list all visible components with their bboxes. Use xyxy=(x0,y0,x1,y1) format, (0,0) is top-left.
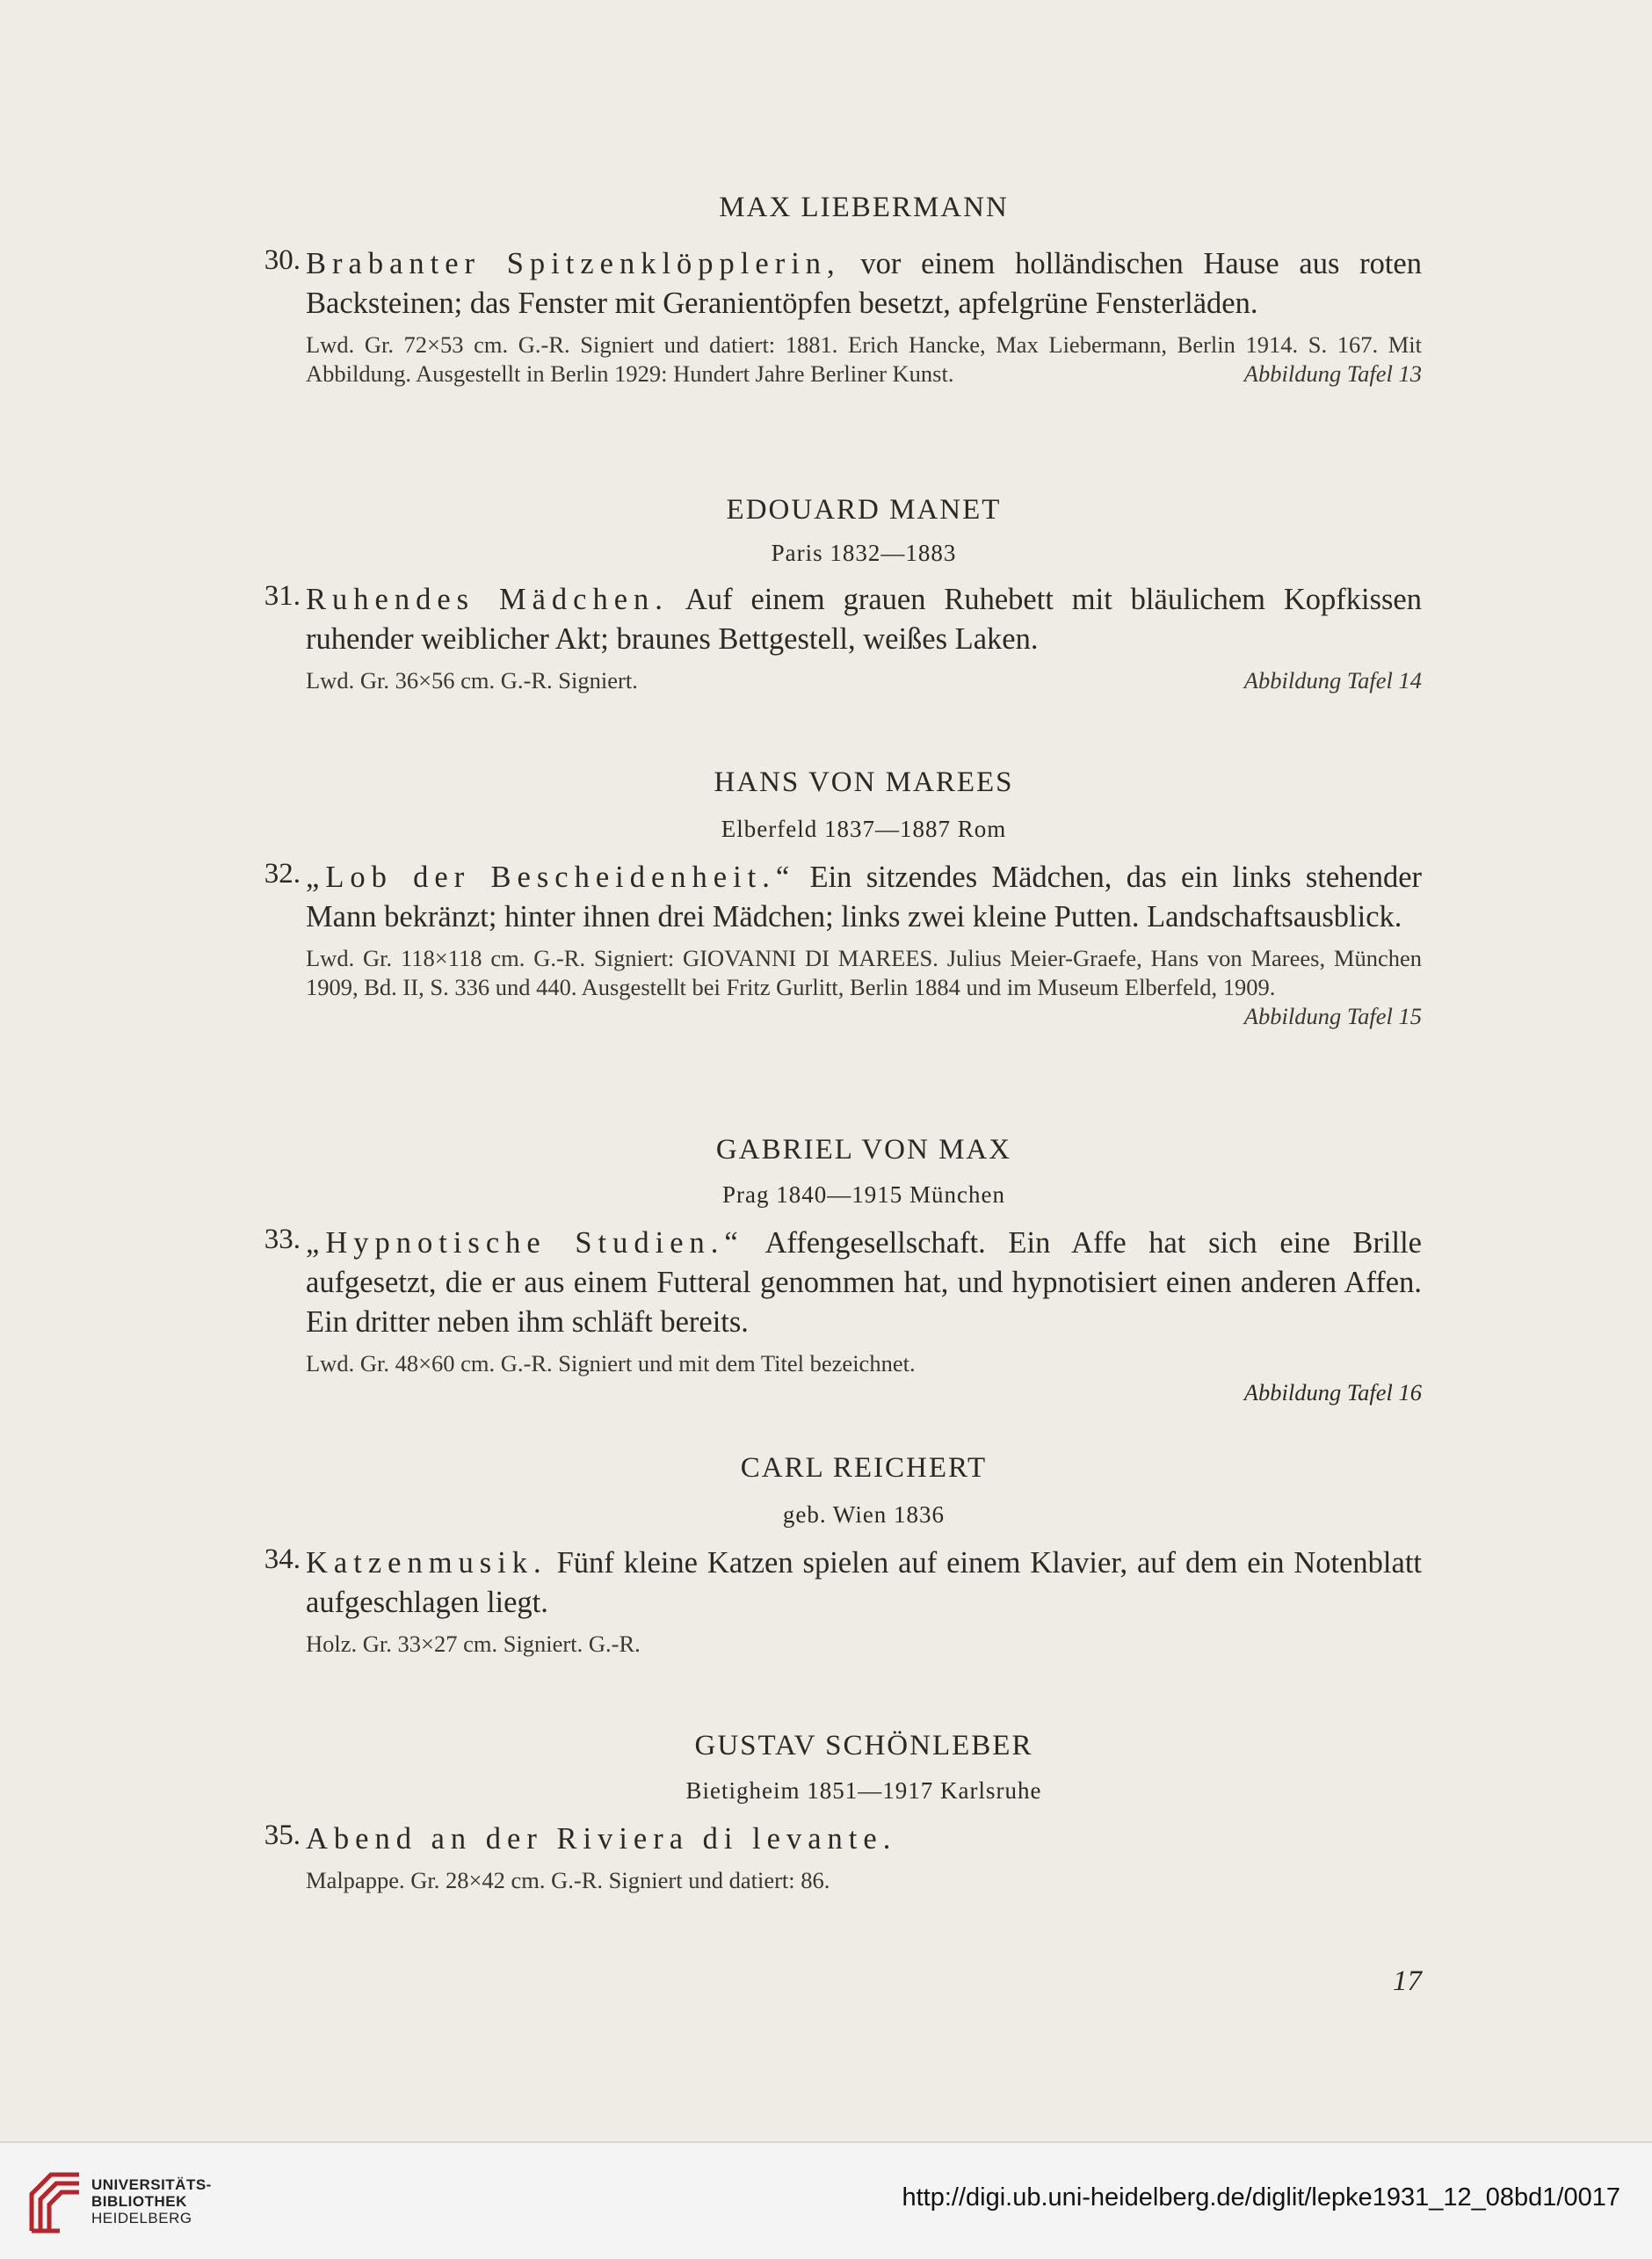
entry-description: vor einem holländischen Hause aus roten Backsteinen; das Fenster mit Geranientöpfen besetzt, apfelgrüne Fensterläden. xyxy=(306,247,1422,320)
entry-details-text: Lwd. Gr. 118×118 cm. G.-R. Signiert: GIOVANNI DI MAREES. Julius Meier-Graefe, Hans von Marees, München 1909, Bd. II, S. 336 und 440. Ausgestellt bei Fritz Gurlitt, Berlin 1884 und im Museum Elberfeld, 1909. xyxy=(306,945,1422,1000)
entry-details xyxy=(306,1630,1422,1659)
entry-text xyxy=(306,1224,1422,1342)
entry-title: Brabanter Spitzenklöpplerin, xyxy=(306,247,841,280)
permalink-url[interactable]: http://digi.ub.uni-heidelberg.de/diglit/lepke1931_12_08bd1/0017 xyxy=(902,2183,1620,2212)
logo-line: BIBLIOTHEK xyxy=(91,2193,187,2210)
plate-reference: Abbildung Tafel 13 xyxy=(1243,360,1422,387)
entry-title: Ruhendes Mädchen. xyxy=(306,583,669,616)
entry-details xyxy=(306,1866,1422,1895)
ub-heidelberg-logo-icon[interactable] xyxy=(25,2168,86,2238)
entry-description: Ein sitzendes Mädchen, das ein links stehender Mann bekränzt; hinter ihnen drei Mädchen; links zwei kleine Putten. Landschaftsausblick. xyxy=(306,861,1423,933)
entry-details-text: Malpappe. Gr. 28×42 cm. G.-R. Signiert und datiert: 86. xyxy=(306,1867,830,1893)
catalog-entry xyxy=(264,1820,1422,1895)
entry-title: „Lob der Bescheidenheit.“ xyxy=(306,861,796,894)
catalog-entry xyxy=(264,1544,1422,1659)
entry-description: Fünf kleine Katzen spielen auf einem Klavier, auf dem ein Notenblatt aufgeschlagen liegt. xyxy=(306,1546,1422,1619)
catalog-entry xyxy=(264,858,1423,1031)
entry-details xyxy=(306,1349,1422,1378)
catalog-entry xyxy=(264,580,1422,695)
viewer-footer xyxy=(0,2141,1652,2259)
entry-title: „Hypnotische Studien.“ xyxy=(306,1226,744,1260)
entry-text xyxy=(306,244,1422,323)
artist-life-dates: geb. Wien 1836 xyxy=(782,1501,946,1528)
plate-reference: Abbildung Tafel 16 xyxy=(1243,1379,1422,1406)
artist-heading: GUSTAV SCHÖNLEBER xyxy=(694,1730,1033,1761)
entry-number: 32. xyxy=(264,858,301,890)
entry-number: 31. xyxy=(264,580,301,612)
entry-number: 33. xyxy=(264,1224,301,1255)
entry-text xyxy=(306,580,1422,659)
catalog-entry xyxy=(264,1224,1422,1407)
plate-reference: Abbildung Tafel 14 xyxy=(1243,667,1422,694)
entry-details-text: Lwd. Gr. 36×56 cm. G.-R. Signiert. xyxy=(306,667,638,694)
catalog-entry xyxy=(264,244,1422,389)
artist-heading: HANS VON MAREES xyxy=(714,766,1014,798)
entry-title: Katzenmusik. xyxy=(306,1546,547,1580)
entry-details xyxy=(306,944,1422,1029)
entry-title: Abend an der Riviera di levante. xyxy=(306,1822,897,1856)
page-number: 17 xyxy=(1393,1965,1422,1997)
plate-reference: Abbildung Tafel 15 xyxy=(1243,1003,1422,1029)
entry-number: 35. xyxy=(264,1820,301,1851)
entry-details xyxy=(306,666,1422,695)
artist-life-dates: Elberfeld 1837—1887 Rom xyxy=(721,816,1007,842)
logo-line: HEIDELBERG xyxy=(91,2210,192,2226)
entry-number: 34. xyxy=(264,1544,301,1575)
artist-heading: MAX LIEBERMANN xyxy=(719,192,1009,223)
entry-description: Auf einem grauen Ruhebett mit bläulichem Kopfkissen ruhender weiblicher Akt; braunes Bettgestell, weißes Laken. xyxy=(306,583,1422,656)
entry-text xyxy=(306,1820,1422,1859)
logo-line: UNIVERSITÄTS- xyxy=(91,2176,212,2193)
artist-heading: GABRIEL VON MAX xyxy=(715,1134,1012,1166)
entry-details-text: Holz. Gr. 33×27 cm. Signiert. G.-R. xyxy=(306,1631,641,1657)
entry-text xyxy=(306,858,1422,937)
entry-text xyxy=(306,1544,1422,1623)
entry-description: Affengesellschaft. Ein Affe hat sich eine Brille aufgesetzt, die er aus einem Futteral genommen hat, und hypnotisiert einen anderen Affen. Ein dritter neben ihm schläft bereits. xyxy=(306,1226,1422,1339)
artist-heading: EDOUARD MANET xyxy=(726,494,1002,526)
artist-life-dates: Paris 1832—1883 xyxy=(771,540,957,566)
entry-details xyxy=(306,330,1422,389)
entry-details-text: Lwd. Gr. 48×60 cm. G.-R. Signiert und mit dem Titel bezeichnet. xyxy=(306,1350,916,1376)
library-logo-text[interactable] xyxy=(91,2176,212,2226)
entry-details-text: Lwd. Gr. 72×53 cm. G.-R. Signiert und datiert: 1881. Erich Hancke, Max Liebermann, Berlin 1914. S. 167. Mit Abbildung. Ausgestellt in Berlin 1929: Hundert Jahre Berliner Kunst. xyxy=(306,331,1422,387)
artist-life-dates: Bietigheim 1851—1917 Karlsruhe xyxy=(685,1777,1042,1804)
artist-life-dates: Prag 1840—1915 München xyxy=(722,1181,1005,1208)
entry-number: 30. xyxy=(264,244,301,276)
artist-heading: CARL REICHERT xyxy=(740,1452,988,1484)
